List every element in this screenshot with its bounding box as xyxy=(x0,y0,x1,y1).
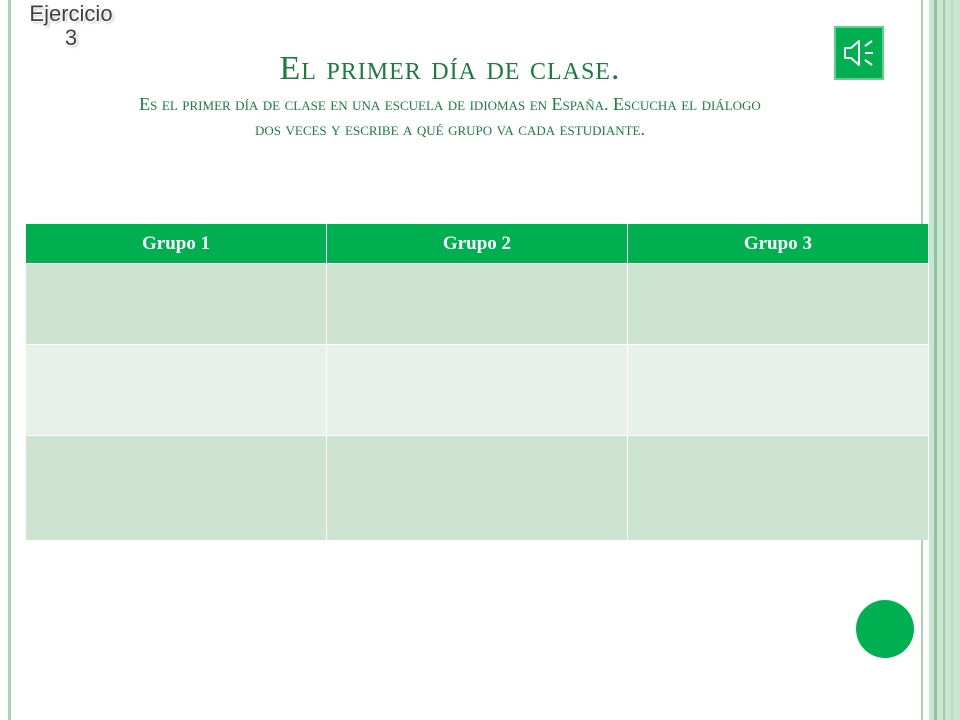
exercise-label-word: Ejercicio xyxy=(29,1,113,26)
next-slide-button[interactable] xyxy=(856,600,914,658)
table-row xyxy=(26,264,928,345)
table-header-row xyxy=(26,224,928,264)
stripe xyxy=(934,0,937,720)
speaker-icon xyxy=(839,33,879,73)
table-row xyxy=(26,345,928,436)
table-cell[interactable] xyxy=(327,264,628,345)
header-grupo-2: Grupo 2 xyxy=(327,224,628,264)
table-row xyxy=(26,436,928,541)
stripe xyxy=(943,0,945,720)
table-cell[interactable] xyxy=(627,436,928,541)
table-cell[interactable] xyxy=(26,345,327,436)
groups-table xyxy=(26,224,928,540)
table-cell[interactable] xyxy=(327,345,628,436)
stripe xyxy=(951,0,953,720)
header-grupo-3: Grupo 3 xyxy=(627,224,928,264)
instructions-line-1: Es el primer día de clase en una escuela de idiomas en España. Escucha el diálogo xyxy=(139,94,761,114)
table-cell[interactable] xyxy=(26,436,327,541)
exercise-label xyxy=(12,2,130,50)
instructions xyxy=(40,92,860,142)
slide-title: El primer día de clase. xyxy=(279,50,621,87)
right-decorative-stripes xyxy=(929,0,960,720)
table-cell[interactable] xyxy=(327,436,628,541)
table-cell[interactable] xyxy=(627,345,928,436)
table-cell[interactable] xyxy=(627,264,928,345)
instructions-line-2: dos veces y escribe a qué grupo va cada estudiante. xyxy=(254,119,645,139)
table-cell[interactable] xyxy=(26,264,327,345)
exercise-label-number: 3 xyxy=(64,25,78,50)
audio-play-button[interactable] xyxy=(834,26,884,80)
left-border-line xyxy=(8,0,11,720)
header-grupo-1: Grupo 1 xyxy=(26,224,327,264)
